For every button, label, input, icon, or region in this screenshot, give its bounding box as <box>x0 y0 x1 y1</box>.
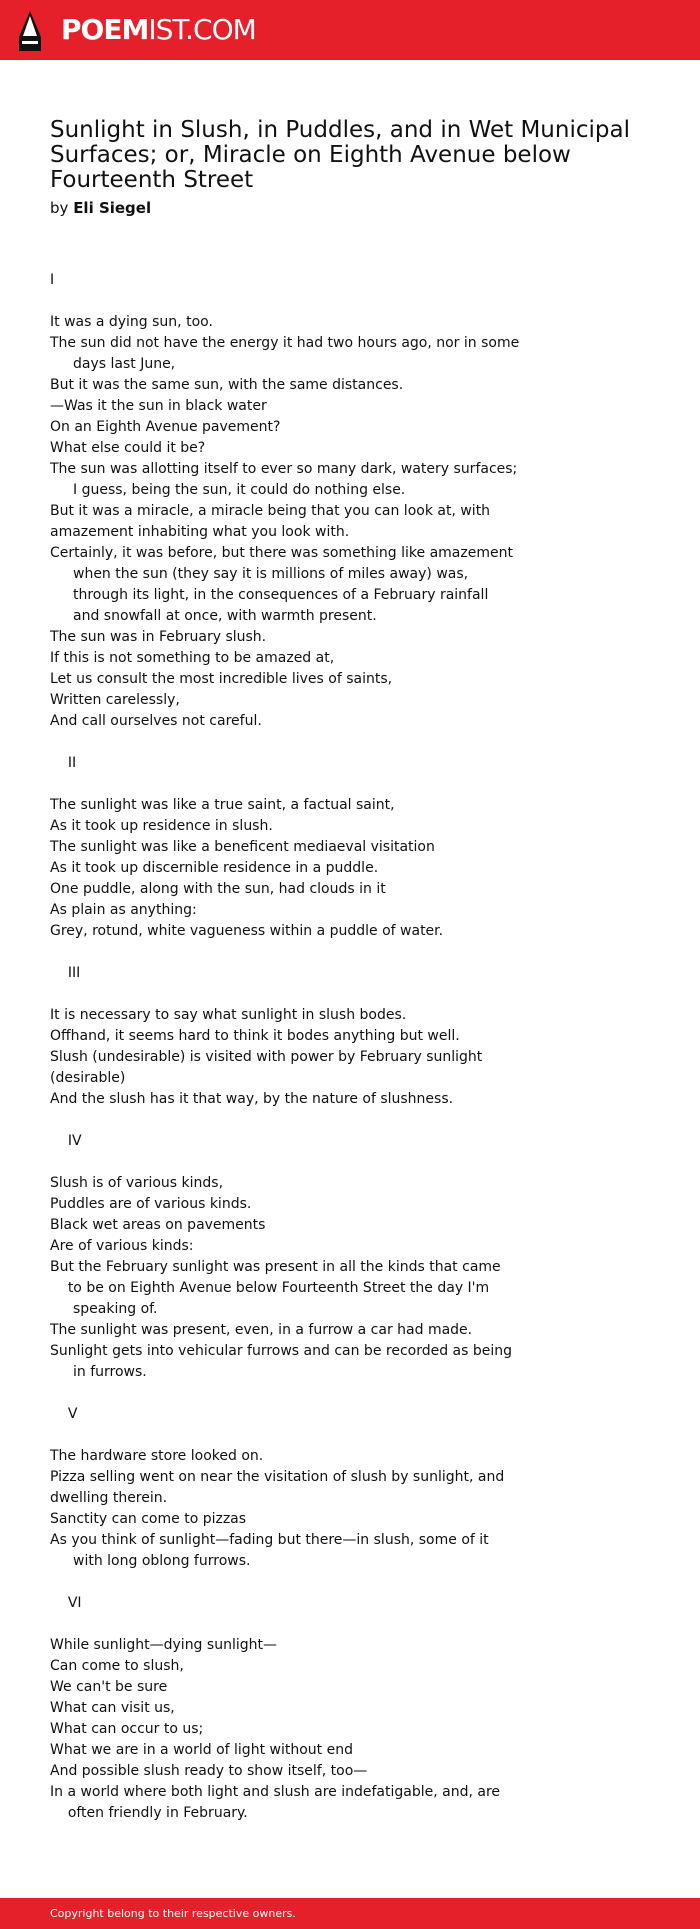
poem-line: The hardware store looked on. <box>50 1448 264 1464</box>
poem-line: Can come to slush, <box>50 1658 184 1674</box>
poem-line: through its light, in the consequences of a February rainfall <box>73 587 489 603</box>
poem-line: when the sun (they say it is millions of miles away) was, <box>73 566 469 582</box>
poem-line: What can occur to us; <box>50 1721 204 1737</box>
stanza-number: V <box>50 1406 78 1422</box>
poem-line: One puddle, along with the sun, had clouds in it <box>50 881 386 897</box>
poem-line: dwelling therein. <box>50 1490 168 1506</box>
poem-line: The sunlight was like a beneficent mediaeval visitation <box>50 839 435 855</box>
poem-line: days last June, <box>73 356 176 372</box>
poem-line: But it was a miracle, a miracle being that you can look at, with <box>50 503 491 519</box>
poem-line: The sunlight was like a true saint, a factual saint, <box>50 797 395 813</box>
logo-bold-text: POEM <box>61 13 149 46</box>
poem-line: amazement inhabiting what you look with. <box>50 524 350 540</box>
poem-line: As plain as anything: <box>50 902 197 918</box>
poem-line: But the February sunlight was present in all the kinds that came <box>50 1259 501 1275</box>
poem-body <box>50 270 570 1824</box>
stanza-gap <box>50 1110 570 1131</box>
stanza-gap <box>50 732 570 753</box>
author-name[interactable]: Eli Siegel <box>73 199 152 217</box>
stanza-gap <box>50 942 570 963</box>
poem-line: The sun was allotting itself to ever so many dark, watery surfaces; <box>50 461 518 477</box>
stanza-gap <box>50 291 570 312</box>
poem-line: —Was it the sun in black water <box>50 398 267 414</box>
poem-line: It was a dying sun, too. <box>50 314 213 330</box>
stanza-gap <box>50 1425 570 1446</box>
site-header <box>0 0 700 60</box>
poem-line: Sanctity can come to pizzas <box>50 1511 247 1527</box>
stanza-number: III <box>50 965 81 981</box>
poem-line: On an Eighth Avenue pavement? <box>50 419 281 435</box>
by-label: by <box>50 199 69 217</box>
stanza-gap <box>50 984 570 1005</box>
poem-line: But it was the same sun, with the same distances. <box>50 377 404 393</box>
stanza-number: IV <box>50 1133 82 1149</box>
poem-line: Are of various kinds: <box>50 1238 194 1254</box>
stanza-gap <box>50 1614 570 1635</box>
poem-line: The sun was in February slush. <box>50 629 267 645</box>
poem-line: often friendly in February. <box>50 1805 248 1821</box>
poem-line: And possible slush ready to show itself, too— <box>50 1763 368 1779</box>
poem-line: What can visit us, <box>50 1700 175 1716</box>
poem-line: We can't be sure <box>50 1679 168 1695</box>
stanza-gap <box>50 774 570 795</box>
poem-line: It is necessary to say what sunlight in slush bodes. <box>50 1007 407 1023</box>
poem-line: and snowfall at once, with warmth present. <box>73 608 377 624</box>
poem-line: While sunlight—dying sunlight— <box>50 1637 277 1653</box>
poem-line: Written carelessly, <box>50 692 180 708</box>
stanza-number: II <box>50 755 77 771</box>
poem-line: Sunlight gets into vehicular furrows and can be recorded as being <box>50 1343 513 1359</box>
poem-line: As it took up discernible residence in a puddle. <box>50 860 379 876</box>
poem-line: Grey, rotund, white vagueness within a puddle of water. <box>50 923 444 939</box>
stanza-gap <box>50 1572 570 1593</box>
poem-line: Pizza selling went on near the visitation of slush by sunlight, and <box>50 1469 505 1485</box>
site-footer <box>0 1898 700 1929</box>
poem-title: Sunlight in Slush, in Puddles, and in Wet Municipal Surfaces; or, Miracle on Eighth Avenue below Fourteenth Street <box>50 117 630 193</box>
poem-line: speaking of. <box>73 1301 158 1317</box>
logo-light-text: IST.COM <box>148 13 256 46</box>
poem-line: And call ourselves not careful. <box>50 713 262 729</box>
poem-line: And the slush has it that way, by the nature of slushness. <box>50 1091 454 1107</box>
poem-line: Certainly, it was before, but there was something like amazement <box>50 545 513 561</box>
poem-line: What we are in a world of light without end <box>50 1742 353 1758</box>
poem-line: Black wet areas on pavements <box>50 1217 266 1233</box>
poem-line: As you think of sunlight—fading but there—in slush, some of it <box>50 1532 489 1548</box>
poem-line: In a world where both light and slush are indefatigable, and, are <box>50 1784 501 1800</box>
poem-line: to be on Eighth Avenue below Fourteenth Street the day I'm <box>50 1280 490 1296</box>
stanza-gap <box>50 1383 570 1404</box>
stanza-number: VI <box>50 1595 82 1611</box>
byline <box>50 198 151 218</box>
poem-line: (desirable) <box>50 1070 126 1086</box>
poem-line: The sun did not have the energy it had two hours ago, nor in some <box>50 335 520 351</box>
poem-line: I guess, being the sun, it could do nothing else. <box>73 482 406 498</box>
pen-nib-logo-icon[interactable] <box>18 11 42 51</box>
stanza-gap <box>50 1152 570 1173</box>
poem-line: in furrows. <box>73 1364 147 1380</box>
site-logo[interactable] <box>61 12 256 48</box>
poem-line: Puddles are of various kinds. <box>50 1196 252 1212</box>
poem-line: Slush is of various kinds, <box>50 1175 224 1191</box>
poem-line: with long oblong furrows. <box>73 1553 251 1569</box>
poem-line: The sunlight was present, even, in a furrow a car had made. <box>50 1322 473 1338</box>
poem-line: Offhand, it seems hard to think it bodes anything but well. <box>50 1028 460 1044</box>
poem-line: Let us consult the most incredible lives of saints, <box>50 671 393 687</box>
poem-line: If this is not something to be amazed at, <box>50 650 335 666</box>
poem-line: Slush (undesirable) is visited with power by February sunlight <box>50 1049 483 1065</box>
poem-line: As it took up residence in slush. <box>50 818 273 834</box>
copyright-notice: Copyright belong to their respective owners. <box>50 1907 296 1920</box>
poem-line: What else could it be? <box>50 440 206 456</box>
stanza-number: I <box>50 272 55 288</box>
